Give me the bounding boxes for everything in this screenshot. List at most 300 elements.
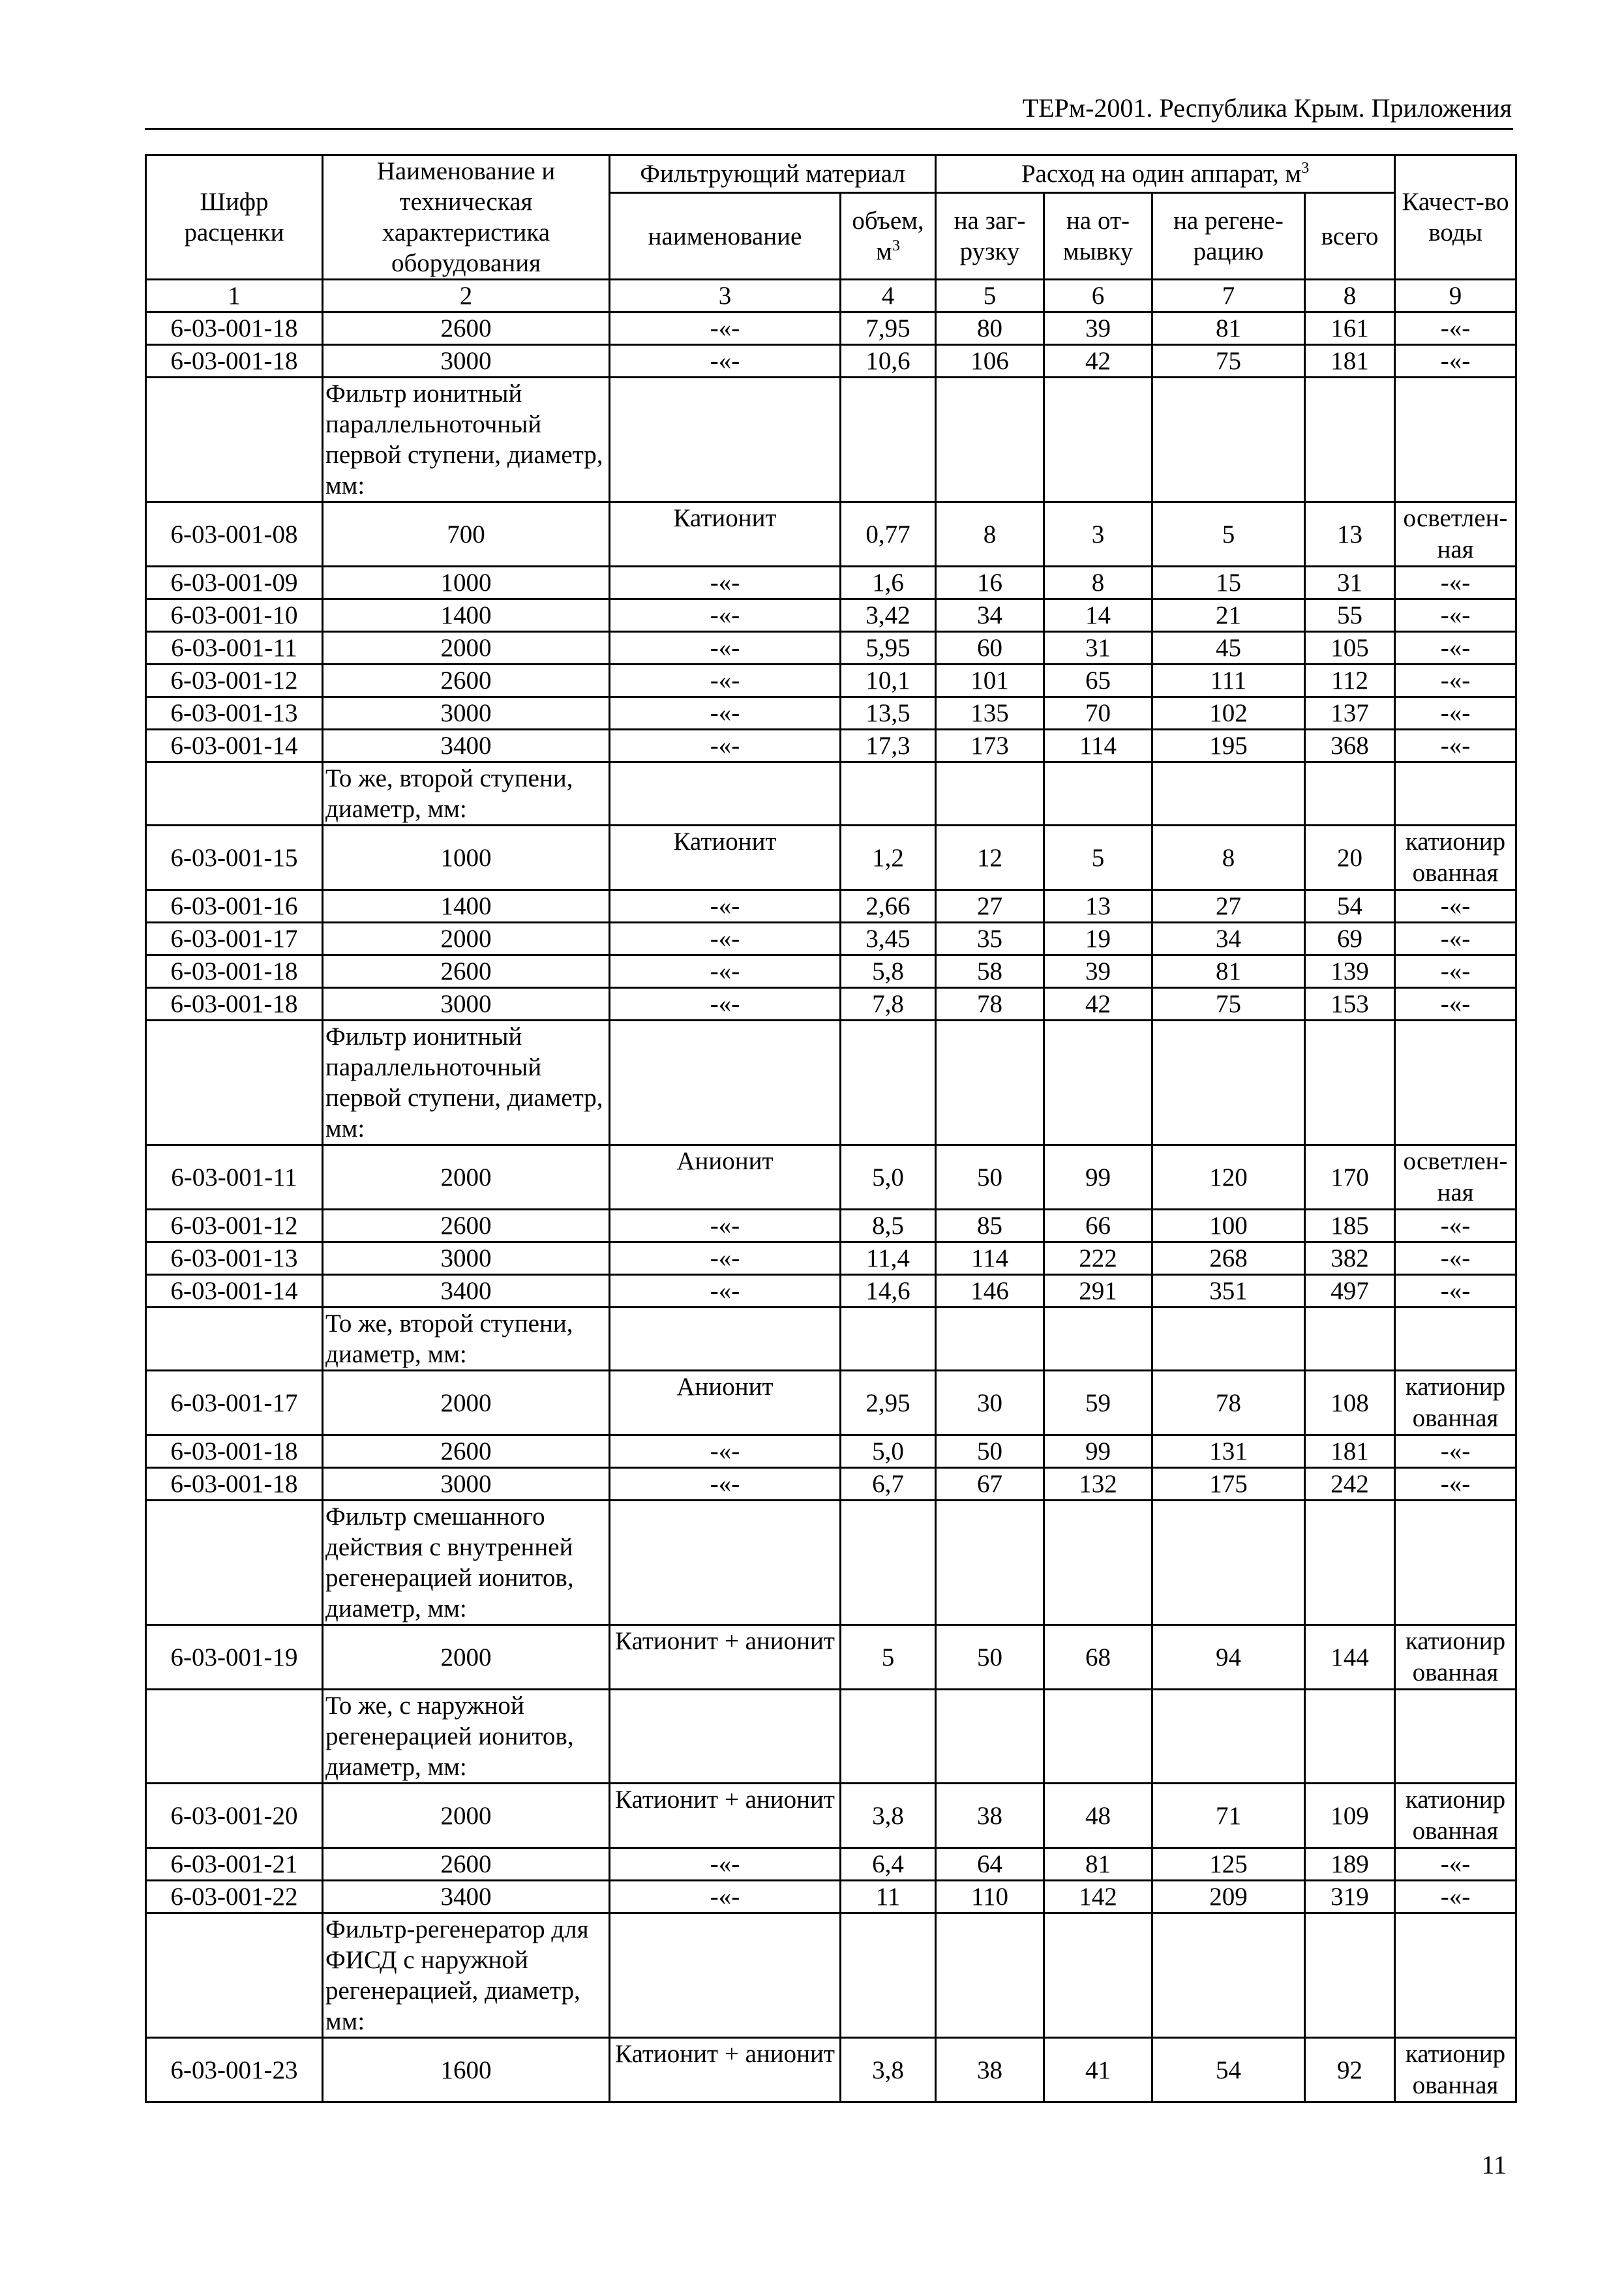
diameter-cell: 1000 [323, 567, 610, 599]
material-cell: -«- [610, 890, 841, 923]
total-cell: 368 [1305, 730, 1395, 762]
code-cell: 6-03-001-08 [146, 502, 323, 567]
wash-cell: 291 [1044, 1275, 1152, 1308]
total-cell: 181 [1305, 345, 1395, 378]
load-cell: 38 [936, 1784, 1044, 1848]
empty-cell [1152, 1021, 1305, 1145]
wash-cell: 39 [1044, 312, 1152, 345]
empty-cell [936, 762, 1044, 826]
code-cell: 6-03-001-12 [146, 1210, 323, 1242]
total-cell: 497 [1305, 1275, 1395, 1308]
total-cell: 170 [1305, 1145, 1395, 1210]
quality-cell: -«- [1395, 1242, 1516, 1275]
empty-cell [841, 1913, 936, 2038]
code-cell: 6-03-001-18 [146, 312, 323, 345]
volume-cell: 2,95 [841, 1371, 936, 1435]
table-row [146, 632, 1516, 665]
code-cell: 6-03-001-13 [146, 1242, 323, 1275]
empty-cell [610, 1501, 841, 1625]
diameter-cell: 2600 [323, 955, 610, 988]
empty-cell [1044, 762, 1152, 826]
empty-cell [1152, 1501, 1305, 1625]
wash-cell: 99 [1044, 1145, 1152, 1210]
code-cell: 6-03-001-21 [146, 1848, 323, 1881]
load-cell: 50 [936, 1625, 1044, 1690]
material-cell: -«- [610, 599, 841, 632]
volume-cell: 7,8 [841, 988, 936, 1021]
load-cell: 27 [936, 890, 1044, 923]
quality-cell: -«- [1395, 697, 1516, 730]
regen-cell: 15 [1152, 567, 1305, 599]
quality-cell: катионир ованная [1395, 1625, 1516, 1690]
total-cell: 189 [1305, 1848, 1395, 1881]
volume-cell: 13,5 [841, 697, 936, 730]
col-header-filter-material: Фильтрующий материал [610, 155, 936, 193]
regen-cell: 81 [1152, 312, 1305, 345]
empty-cell [936, 1690, 1044, 1784]
material-cell: -«- [610, 665, 841, 697]
running-header: ТЕРм-2001. Республика Крым. Приложения [1022, 93, 1512, 123]
wash-cell: 65 [1044, 665, 1152, 697]
total-cell: 242 [1305, 1468, 1395, 1501]
total-cell: 319 [1305, 1881, 1395, 1913]
load-cell: 78 [936, 988, 1044, 1021]
empty-cell [936, 1913, 1044, 2038]
header-row-1 [146, 155, 1516, 193]
load-cell: 135 [936, 697, 1044, 730]
empty-cell [841, 1021, 936, 1145]
material-cell: -«- [610, 632, 841, 665]
table-row [146, 1435, 1516, 1468]
table-row [146, 697, 1516, 730]
regen-cell: 268 [1152, 1242, 1305, 1275]
volume-cell: 5,0 [841, 1145, 936, 1210]
empty-cell [1395, 762, 1516, 826]
diameter-cell: 2000 [323, 1625, 610, 1690]
regen-cell: 71 [1152, 1784, 1305, 1848]
empty-cell [146, 762, 323, 826]
regen-cell: 100 [1152, 1210, 1305, 1242]
section-row [146, 1690, 1516, 1784]
empty-cell [146, 1021, 323, 1145]
section-row [146, 378, 1516, 502]
diameter-cell: 1400 [323, 890, 610, 923]
column-number: 1 [146, 280, 323, 312]
total-cell: 55 [1305, 599, 1395, 632]
regen-cell: 21 [1152, 599, 1305, 632]
column-number: 6 [1044, 280, 1152, 312]
table-row [146, 312, 1516, 345]
material-cell: -«- [610, 1275, 841, 1308]
quality-cell: -«- [1395, 312, 1516, 345]
empty-cell [610, 1690, 841, 1784]
table-row [146, 1242, 1516, 1275]
col-header-mat-volume [841, 193, 936, 280]
table-row [146, 665, 1516, 697]
load-cell: 38 [936, 2038, 1044, 2102]
empty-cell [1395, 1913, 1516, 2038]
section-row [146, 1021, 1516, 1145]
quality-cell: -«- [1395, 632, 1516, 665]
column-number: 8 [1305, 280, 1395, 312]
code-cell: 6-03-001-13 [146, 697, 323, 730]
table-row [146, 1145, 1516, 1210]
consumption-sup: 3 [1301, 160, 1310, 177]
code-cell: 6-03-001-09 [146, 567, 323, 599]
volume-cell: 6,4 [841, 1848, 936, 1881]
header-rule [145, 128, 1513, 130]
volume-cell: 3,8 [841, 2038, 936, 2102]
total-cell: 112 [1305, 665, 1395, 697]
empty-cell [1305, 1021, 1395, 1145]
volume-cell: 10,6 [841, 345, 936, 378]
col-header-wash: на от-мывку [1044, 193, 1152, 280]
code-cell: 6-03-001-17 [146, 923, 323, 955]
regen-cell: 75 [1152, 345, 1305, 378]
empty-cell [610, 762, 841, 826]
quality-cell: -«- [1395, 890, 1516, 923]
diameter-cell: 1600 [323, 2038, 610, 2102]
empty-cell [1395, 1501, 1516, 1625]
code-cell: 6-03-001-22 [146, 1881, 323, 1913]
load-cell: 35 [936, 923, 1044, 955]
regen-cell: 131 [1152, 1435, 1305, 1468]
material-cell: -«- [610, 1468, 841, 1501]
regen-cell: 27 [1152, 890, 1305, 923]
wash-cell: 5 [1044, 826, 1152, 890]
load-cell: 30 [936, 1371, 1044, 1435]
material-cell: -«- [610, 955, 841, 988]
wash-cell: 39 [1044, 955, 1152, 988]
code-cell: 6-03-001-16 [146, 890, 323, 923]
volume-cell: 5,95 [841, 632, 936, 665]
diameter-cell: 1000 [323, 826, 610, 890]
diameter-cell: 3000 [323, 1468, 610, 1501]
total-cell: 54 [1305, 890, 1395, 923]
empty-cell [1305, 1913, 1395, 2038]
col-header-load: на заг-рузку [936, 193, 1044, 280]
column-number: 4 [841, 280, 936, 312]
section-description: Фильтр смешанного действия с внутренней регенерацией ионитов, диаметр, мм: [323, 1501, 610, 1625]
empty-cell [1044, 1308, 1152, 1371]
code-cell: 6-03-001-15 [146, 826, 323, 890]
table-row [146, 988, 1516, 1021]
diameter-cell: 3000 [323, 988, 610, 1021]
quality-cell: катионир ованная [1395, 1371, 1516, 1435]
quality-cell: -«- [1395, 988, 1516, 1021]
section-description: Фильтр ионитный параллельноточный первой ступени, диаметр, мм: [323, 378, 610, 502]
col-header-regen: на регене-рацию [1152, 193, 1305, 280]
material-cell: Катионит [610, 502, 841, 567]
volume-cell: 8,5 [841, 1210, 936, 1242]
section-description: То же, второй ступени, диаметр, мм: [323, 1308, 610, 1371]
volume-cell: 1,6 [841, 567, 936, 599]
material-cell: Катионит + анионит [610, 1625, 841, 1690]
diameter-cell: 2000 [323, 1371, 610, 1435]
empty-cell [146, 1690, 323, 1784]
empty-cell [1395, 378, 1516, 502]
total-cell: 105 [1305, 632, 1395, 665]
table-row [146, 1275, 1516, 1308]
section-description: То же, с наружной регенерацией ионитов, диаметр, мм: [323, 1690, 610, 1784]
consumption-label: Расход на один аппарат, м [1021, 160, 1302, 188]
table-row [146, 730, 1516, 762]
empty-cell [1305, 1308, 1395, 1371]
empty-cell [1305, 1501, 1395, 1625]
wash-cell: 48 [1044, 1784, 1152, 1848]
table-row [146, 1784, 1516, 1848]
load-cell: 85 [936, 1210, 1044, 1242]
load-cell: 50 [936, 1145, 1044, 1210]
quality-cell: -«- [1395, 345, 1516, 378]
quality-cell: -«- [1395, 599, 1516, 632]
regen-cell: 94 [1152, 1625, 1305, 1690]
code-cell: 6-03-001-18 [146, 1435, 323, 1468]
column-number: 9 [1395, 280, 1516, 312]
load-cell: 12 [936, 826, 1044, 890]
diameter-cell: 1400 [323, 599, 610, 632]
volume-cell: 0,77 [841, 502, 936, 567]
material-cell: -«- [610, 1881, 841, 1913]
quality-cell: -«- [1395, 1210, 1516, 1242]
regen-cell: 102 [1152, 697, 1305, 730]
quality-cell: -«- [1395, 1468, 1516, 1501]
volume-sup: 3 [892, 237, 900, 255]
section-row [146, 1913, 1516, 2038]
load-cell: 16 [936, 567, 1044, 599]
load-cell: 173 [936, 730, 1044, 762]
total-cell: 108 [1305, 1371, 1395, 1435]
wash-cell: 42 [1044, 345, 1152, 378]
material-cell: -«- [610, 312, 841, 345]
regen-cell: 120 [1152, 1145, 1305, 1210]
diameter-cell: 2000 [323, 632, 610, 665]
material-cell: -«- [610, 1210, 841, 1242]
col-header-total: всего [1305, 193, 1395, 280]
table-row [146, 345, 1516, 378]
wash-cell: 99 [1044, 1435, 1152, 1468]
regen-cell: 34 [1152, 923, 1305, 955]
quality-cell: катионир ованная [1395, 2038, 1516, 2102]
material-cell: -«- [610, 1435, 841, 1468]
code-cell: 6-03-001-10 [146, 599, 323, 632]
load-cell: 58 [936, 955, 1044, 988]
table-row [146, 1625, 1516, 1690]
empty-cell [146, 1308, 323, 1371]
total-cell: 20 [1305, 826, 1395, 890]
table-row [146, 502, 1516, 567]
table-row [146, 2038, 1516, 2102]
section-description: То же, второй ступени, диаметр, мм: [323, 762, 610, 826]
regen-cell: 54 [1152, 2038, 1305, 2102]
quality-cell: -«- [1395, 730, 1516, 762]
volume-cell: 17,3 [841, 730, 936, 762]
wash-cell: 31 [1044, 632, 1152, 665]
material-cell: Катионит + анионит [610, 2038, 841, 2102]
total-cell: 139 [1305, 955, 1395, 988]
code-cell: 6-03-001-11 [146, 632, 323, 665]
load-cell: 101 [936, 665, 1044, 697]
diameter-cell: 2000 [323, 1784, 610, 1848]
volume-cell: 2,66 [841, 890, 936, 923]
regen-cell: 75 [1152, 988, 1305, 1021]
regen-cell: 8 [1152, 826, 1305, 890]
volume-cell: 5 [841, 1625, 936, 1690]
diameter-cell: 2600 [323, 1848, 610, 1881]
regen-cell: 45 [1152, 632, 1305, 665]
total-cell: 31 [1305, 567, 1395, 599]
wash-cell: 142 [1044, 1881, 1152, 1913]
empty-cell [1395, 1308, 1516, 1371]
load-cell: 110 [936, 1881, 1044, 1913]
empty-cell [936, 1308, 1044, 1371]
material-cell: -«- [610, 923, 841, 955]
code-cell: 6-03-001-18 [146, 1468, 323, 1501]
volume-cell: 10,1 [841, 665, 936, 697]
wash-cell: 114 [1044, 730, 1152, 762]
col-header-name: Наименование и техническая характеристика оборудования [323, 155, 610, 280]
diameter-cell: 2600 [323, 1210, 610, 1242]
material-cell: -«- [610, 697, 841, 730]
table-row [146, 1881, 1516, 1913]
section-row [146, 1308, 1516, 1371]
total-cell: 382 [1305, 1242, 1395, 1275]
page-number: 11 [1481, 2150, 1507, 2179]
quality-cell: -«- [1395, 567, 1516, 599]
load-cell: 80 [936, 312, 1044, 345]
quality-cell: -«- [1395, 1435, 1516, 1468]
code-cell: 6-03-001-12 [146, 665, 323, 697]
diameter-cell: 2000 [323, 923, 610, 955]
regen-cell: 78 [1152, 1371, 1305, 1435]
regen-cell: 351 [1152, 1275, 1305, 1308]
total-cell: 92 [1305, 2038, 1395, 2102]
col-header-code: Шифр расценки [146, 155, 323, 280]
empty-cell [841, 1501, 936, 1625]
table-row [146, 890, 1516, 923]
price-table [145, 154, 1517, 2103]
regen-cell: 195 [1152, 730, 1305, 762]
code-cell: 6-03-001-23 [146, 2038, 323, 2102]
load-cell: 8 [936, 502, 1044, 567]
empty-cell [1395, 1690, 1516, 1784]
wash-cell: 59 [1044, 1371, 1152, 1435]
empty-cell [841, 1690, 936, 1784]
empty-cell [1152, 762, 1305, 826]
section-description: Фильтр ионитный параллельноточный первой ступени, диаметр, мм: [323, 1021, 610, 1145]
wash-cell: 42 [1044, 988, 1152, 1021]
code-cell: 6-03-001-14 [146, 1275, 323, 1308]
code-cell: 6-03-001-18 [146, 955, 323, 988]
wash-cell: 19 [1044, 923, 1152, 955]
table-row [146, 923, 1516, 955]
empty-cell [1044, 378, 1152, 502]
empty-cell [1044, 1690, 1152, 1784]
wash-cell: 8 [1044, 567, 1152, 599]
wash-cell: 132 [1044, 1468, 1152, 1501]
diameter-cell: 3000 [323, 1242, 610, 1275]
volume-cell: 6,7 [841, 1468, 936, 1501]
total-cell: 109 [1305, 1784, 1395, 1848]
total-cell: 137 [1305, 697, 1395, 730]
empty-cell [1305, 762, 1395, 826]
diameter-cell: 3000 [323, 345, 610, 378]
empty-cell [1305, 378, 1395, 502]
material-cell: -«- [610, 988, 841, 1021]
volume-cell: 11,4 [841, 1242, 936, 1275]
total-cell: 69 [1305, 923, 1395, 955]
regen-cell: 209 [1152, 1881, 1305, 1913]
code-cell: 6-03-001-19 [146, 1625, 323, 1690]
diameter-cell: 2600 [323, 312, 610, 345]
volume-label: объем, м [852, 207, 924, 266]
quality-cell: -«- [1395, 955, 1516, 988]
load-cell: 146 [936, 1275, 1044, 1308]
section-row [146, 762, 1516, 826]
load-cell: 67 [936, 1468, 1044, 1501]
quality-cell: осветлен-ная [1395, 1145, 1516, 1210]
empty-cell [936, 378, 1044, 502]
regen-cell: 5 [1152, 502, 1305, 567]
table-row [146, 1371, 1516, 1435]
load-cell: 114 [936, 1242, 1044, 1275]
column-number-row [146, 280, 1516, 312]
material-cell: -«- [610, 1848, 841, 1881]
column-number: 3 [610, 280, 841, 312]
load-cell: 106 [936, 345, 1044, 378]
volume-cell: 7,95 [841, 312, 936, 345]
volume-cell: 11 [841, 1881, 936, 1913]
material-cell: -«- [610, 345, 841, 378]
column-number: 2 [323, 280, 610, 312]
total-cell: 185 [1305, 1210, 1395, 1242]
material-cell: -«- [610, 567, 841, 599]
load-cell: 34 [936, 599, 1044, 632]
regen-cell: 111 [1152, 665, 1305, 697]
diameter-cell: 3400 [323, 1275, 610, 1308]
code-cell: 6-03-001-17 [146, 1371, 323, 1435]
regen-cell: 125 [1152, 1848, 1305, 1881]
material-cell: Анионит [610, 1145, 841, 1210]
quality-cell: -«- [1395, 665, 1516, 697]
col-header-mat-name: наименование [610, 193, 841, 280]
table-row [146, 1468, 1516, 1501]
quality-cell: -«- [1395, 1275, 1516, 1308]
empty-cell [1305, 1690, 1395, 1784]
empty-cell [610, 378, 841, 502]
material-cell: Катионит + анионит [610, 1784, 841, 1848]
table-row [146, 955, 1516, 988]
regen-cell: 175 [1152, 1468, 1305, 1501]
code-cell: 6-03-001-11 [146, 1145, 323, 1210]
diameter-cell: 3400 [323, 730, 610, 762]
quality-cell: -«- [1395, 923, 1516, 955]
empty-cell [1152, 1308, 1305, 1371]
diameter-cell: 2600 [323, 1435, 610, 1468]
code-cell: 6-03-001-18 [146, 345, 323, 378]
wash-cell: 70 [1044, 697, 1152, 730]
volume-cell: 3,8 [841, 1784, 936, 1848]
wash-cell: 68 [1044, 1625, 1152, 1690]
wash-cell: 13 [1044, 890, 1152, 923]
quality-cell: -«- [1395, 1881, 1516, 1913]
empty-cell [1044, 1501, 1152, 1625]
volume-cell: 5,8 [841, 955, 936, 988]
diameter-cell: 3400 [323, 1881, 610, 1913]
empty-cell [146, 378, 323, 502]
col-header-quality: Качест-во воды [1395, 155, 1516, 280]
diameter-cell: 700 [323, 502, 610, 567]
